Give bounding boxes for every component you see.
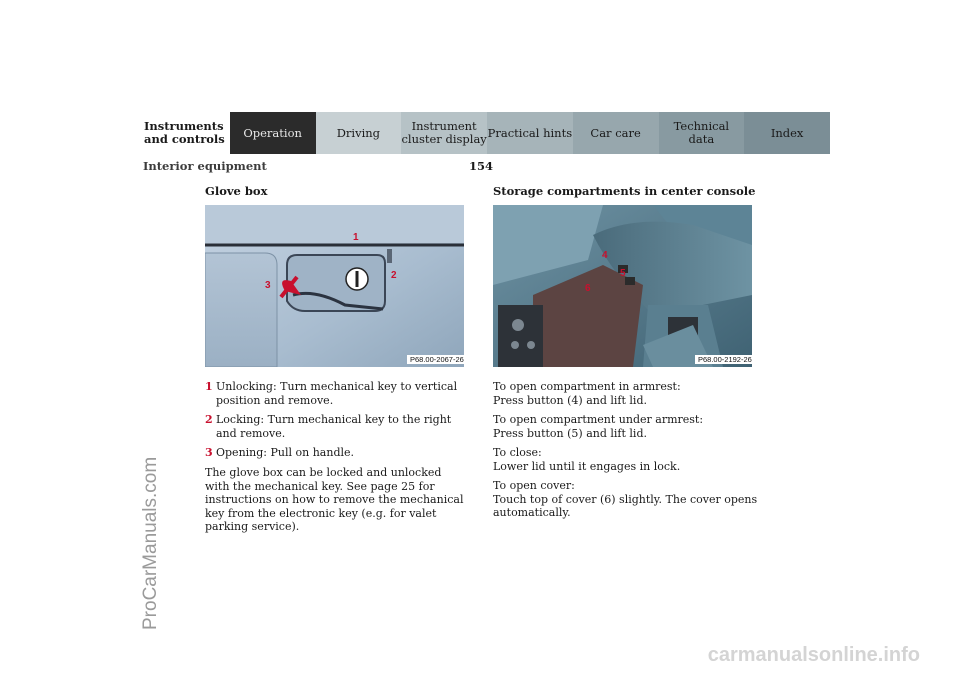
item-number: 2 <box>205 413 213 426</box>
instruction-item <box>205 380 467 407</box>
tab-operation[interactable]: Operation <box>230 112 316 154</box>
tab-practical-hints[interactable]: Practical hints <box>487 112 573 154</box>
chapter-tabs <box>132 112 830 154</box>
center-console-figure-ref: P68.00-2192-26 <box>695 355 755 364</box>
callout-5: 5 <box>620 268 626 279</box>
glove-box-paragraph <box>205 466 467 540</box>
page-number: 154 <box>469 159 494 173</box>
paragraph-text: To open cover: Touch top of cover (6) slightly. The cover opens automatically. <box>493 479 758 519</box>
storage-heading: Storage compartments in center console <box>493 184 756 198</box>
callout-6: 6 <box>585 283 591 294</box>
tab-driving[interactable]: Driving <box>316 112 402 154</box>
glove-box-figure-ref: P68.00-2067-26 <box>407 355 467 364</box>
tab-instrument-cluster-display[interactable]: Instrument cluster display <box>401 112 487 154</box>
paragraph-text: To close: Lower lid until it engages in lock. <box>493 446 681 473</box>
tab-index[interactable]: Index <box>744 112 830 154</box>
item-text: Opening: Pull on handle. <box>216 446 355 459</box>
paragraph-text: To open compartment in armrest: Press button (4) and lift lid. <box>493 380 681 407</box>
item-number: 3 <box>205 446 213 459</box>
tab-technical-data[interactable]: Technical data <box>659 112 745 154</box>
glove-box-figure <box>205 205 464 367</box>
glove-box-instructions <box>205 380 467 466</box>
item-text: Unlocking: Turn mechanical key to vertical position and remove. <box>216 380 458 407</box>
callout-3: 3 <box>265 280 271 291</box>
instruction-item <box>205 446 467 460</box>
callout-2: 2 <box>391 270 397 281</box>
paragraph-text: The glove box can be locked and unlocked with the mechanical key. See page 25 for instructions on how to remove the mechanical key from the electronic key (e.g. for valet parking service). <box>205 466 464 533</box>
center-console-figure <box>493 205 752 367</box>
paragraph-text: To open compartment under armrest: Press button (5) and lift lid. <box>493 413 704 440</box>
glove-box-heading: Glove box <box>205 184 268 198</box>
storage-instructions <box>493 380 758 526</box>
watermark-bottom: carmanualsonline.info <box>707 644 920 666</box>
callout-1: 1 <box>353 232 359 243</box>
instruction-item <box>205 413 467 440</box>
item-text: Locking: Turn mechanical key to the right and remove. <box>216 413 452 440</box>
watermark-left: ProCarManuals.com <box>140 456 161 630</box>
item-number: 1 <box>205 380 213 393</box>
tab-instruments-and-controls[interactable]: Instruments and controls <box>132 112 230 154</box>
callout-4: 4 <box>602 250 608 261</box>
section-title: Interior equipment <box>143 159 267 173</box>
tab-car-care[interactable]: Car care <box>573 112 659 154</box>
